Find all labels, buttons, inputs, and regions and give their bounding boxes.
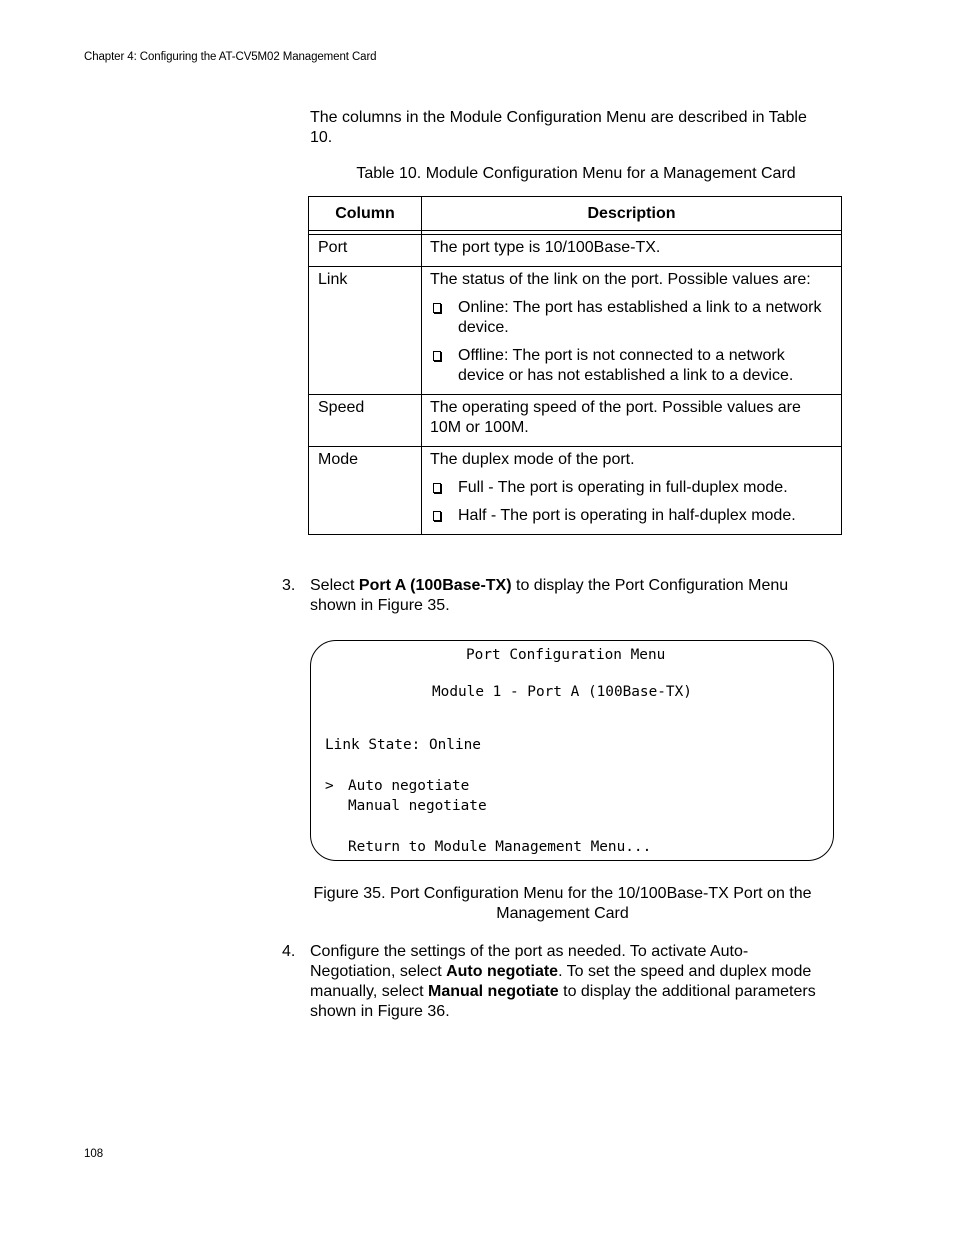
- terminal-screen: [310, 640, 834, 861]
- row-description-cell: [422, 235, 842, 267]
- row-description: The port type is 10/100Base-TX.: [430, 239, 661, 256]
- link-state: Link State: Online: [325, 737, 481, 753]
- step-bold-term: Manual negotiate: [427, 983, 559, 1000]
- row-description-cell: [422, 395, 842, 447]
- row-description: The status of the link on the port. Possible values are:: [430, 271, 811, 288]
- page-number: 108: [84, 1148, 104, 1160]
- figure-caption-line: Management Card: [496, 905, 629, 922]
- list-item: [430, 478, 831, 498]
- row-description: The duplex mode of the port.: [430, 451, 635, 468]
- row-description-cell: [422, 267, 842, 395]
- table-row: [309, 395, 842, 447]
- step-bold-term: Auto negotiate: [446, 963, 559, 980]
- row-column-cell: Link: [309, 267, 422, 395]
- row-description-cell: [422, 447, 842, 535]
- table-row: [309, 267, 842, 395]
- checkbox-bullet-icon: [430, 298, 458, 338]
- column-header-description: Description: [422, 197, 842, 231]
- list-item-text: Offline: The port is not connected to a network device or has not established a link to a device.: [458, 347, 794, 384]
- menu-subtitle: Module 1 - Port A (100Base-TX): [432, 684, 692, 700]
- table-caption: Table 10. Module Configuration Menu for a Management Card: [356, 165, 796, 182]
- step-text-part: to display the Port Configuration Menu shown in Figure 35.: [310, 577, 789, 614]
- list-item: [430, 346, 831, 386]
- checkbox-bullet-icon: [430, 506, 458, 526]
- step-text-part: to display the additional parameters shown in Figure 36.: [310, 983, 816, 1020]
- intro-paragraph: The columns in the Module Configuration Menu are described in Table 10.: [310, 109, 807, 146]
- table-row: [309, 235, 842, 267]
- running-header: Chapter 4: Configuring the AT-CV5M02 Management Card: [84, 51, 377, 63]
- step-text: [310, 942, 830, 1022]
- step-bold-term: Port A (100Base-TX): [358, 577, 512, 594]
- checkbox-bullet-icon: [430, 346, 458, 386]
- figure-caption-line: Figure 35. Port Configuration Menu for the 10/100Base-TX Port on the: [313, 885, 812, 902]
- step-text-part: Select: [310, 577, 359, 594]
- step-number: 4.: [282, 943, 296, 960]
- list-item: [430, 506, 831, 526]
- list-item: [430, 298, 831, 338]
- row-column-cell: Speed: [309, 395, 422, 447]
- step-text-part: Configure the settings of the port as needed. To activate Auto-Negotiation, select: [310, 943, 749, 980]
- step-text: [310, 576, 830, 616]
- step-text-part: . To set the speed and duplex mode manually, select: [310, 963, 812, 1000]
- list-item-text: Half - The port is operating in half-duplex mode.: [458, 507, 796, 524]
- column-header-column: Column: [309, 197, 422, 231]
- table-header-row: [309, 197, 842, 231]
- menu-option-auto-negotiate[interactable]: Auto negotiate: [348, 778, 470, 794]
- row-description: The operating speed of the port. Possible values are 10M or 100M.: [430, 399, 801, 436]
- menu-option-manual-negotiate[interactable]: Manual negotiate: [348, 798, 487, 814]
- checkbox-bullet-icon: [430, 478, 458, 498]
- menu-option-return[interactable]: Return to Module Management Menu...: [348, 839, 652, 855]
- module-config-table: [308, 196, 842, 535]
- list-item-text: Full - The port is operating in full-duplex mode.: [458, 479, 788, 496]
- menu-title: Port Configuration Menu: [466, 647, 666, 663]
- figure-caption: [290, 884, 835, 924]
- row-column-cell: Port: [309, 235, 422, 267]
- row-column-cell: Mode: [309, 447, 422, 535]
- table-row: [309, 447, 842, 535]
- menu-cursor: >: [325, 778, 334, 794]
- list-item-text: Online: The port has established a link to a network device.: [458, 299, 822, 336]
- step-number: 3.: [282, 577, 296, 594]
